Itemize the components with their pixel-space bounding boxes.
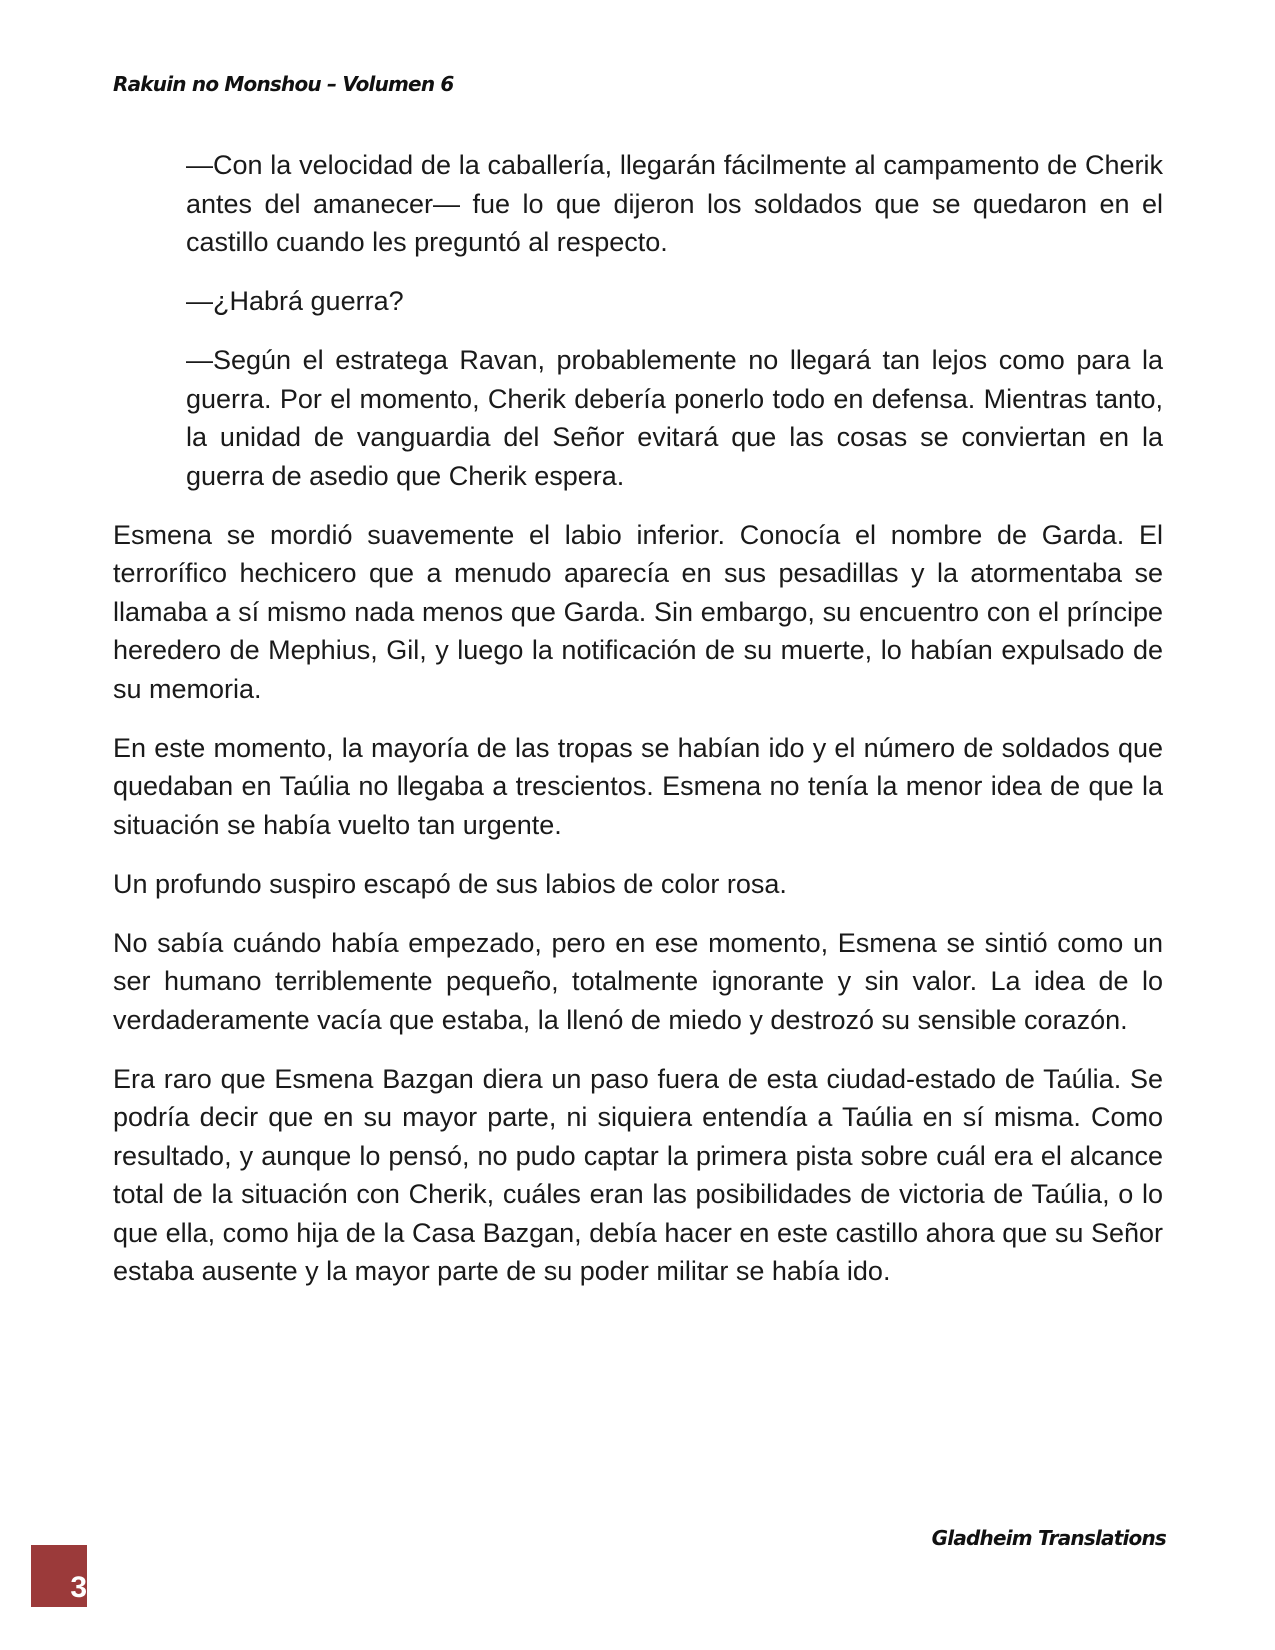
narration-paragraph: En este momento, la mayoría de las tropas se habían ido y el número de soldados que quedaban en Taúlia no llegaba a trescientos. Esmena no tenía la menor idea de que la situación se había vuelto tan urgente. [113,732,1163,840]
running-header: Rakuin no Monshou – Volumen 6 [113,72,454,96]
page-number-underline [31,1604,87,1607]
dialog-paragraph: —Con la velocidad de la caballería, llegarán fácilmente al campamento de Cherik antes del amanecer— fue lo que dijeron los soldados que se quedaron en el castillo cuando les preguntó al respecto. [186,150,1163,257]
page-body [113,146,1163,1311]
narration-paragraph: Esmena se mordió suavemente el labio inferior. Conocía el nombre de Garda. El terrorífico hechicero que a menudo aparecía en sus pesadillas y la atormentaba se llamaba a sí mismo nada menos que Garda. Sin embargo, su encuentro con el príncipe heredero de Mephius, Gil, y luego la notificación de su muerte, lo habían expulsado de su memoria. [113,519,1163,704]
translator-credit: Gladheim Translations [931,1526,1166,1550]
page-number: 3 [70,1571,87,1604]
narration-paragraph: No sabía cuándo había empezado, pero en ese momento, Esmena se sintió como un ser humano terriblemente pequeño, totalmente ignorante y sin valor. La idea de lo verdaderamente vacía que estaba, la llenó de miedo y destrozó su sensible corazón. [113,927,1163,1035]
dialog-paragraph: —¿Habrá guerra? [186,286,404,316]
narration-paragraph: Un profundo suspiro escapó de sus labios de color rosa. [113,868,787,899]
narration-paragraph: Era raro que Esmena Bazgan diera un paso fuera de esta ciudad-estado de Taúlia. Se podría decir que en su mayor parte, ni siquiera entendía a Taúlia en sí misma. Como resultado, y aunque lo pensó, no pudo captar la primera pista sobre cuál era el alcance total de la situación con Cherik, cuáles eran las posibilidades de victoria de Taúlia, o lo que ella, como hija de la Casa Bazgan, debía hacer en este castillo ahora que su Señor estaba ausente y la mayor parte de su poder militar se había ido. [113,1063,1163,1286]
dialog-paragraph: —Según el estratega Ravan, probablemente no llegará tan lejos como para la guerra. Por el momento, Cherik debería ponerlo todo en defensa. Mientras tanto, la unidad de vanguardia del Señor evitará que las cosas se conviertan en la guerra de asedio que Cherik espera. [186,345,1163,491]
page-number-box [31,1545,87,1605]
